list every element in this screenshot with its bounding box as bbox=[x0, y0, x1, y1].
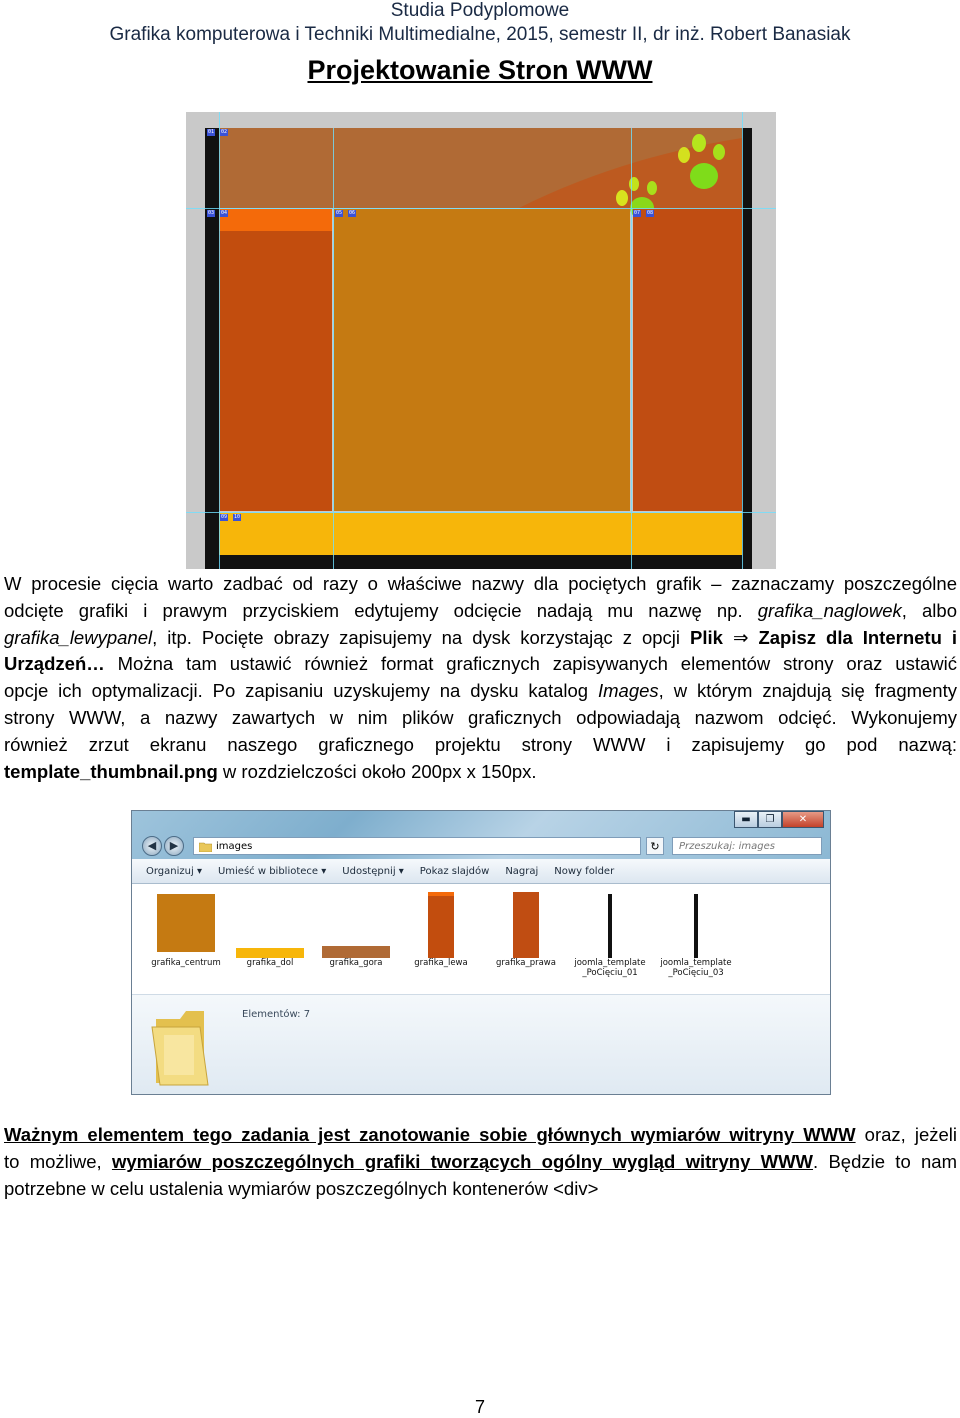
text-run: opcje ich optymalizacji. Po zapisaniu uzyskujemy na dysku katalog bbox=[4, 680, 598, 702]
image-thumbnail bbox=[236, 948, 304, 958]
slice-name: grafika_lewypanel bbox=[4, 626, 153, 648]
file-name: grafika_centrum bbox=[151, 958, 221, 968]
mockup-bottom-border bbox=[205, 555, 752, 569]
slice-tag: 09 bbox=[221, 514, 228, 520]
include-in-library-menu[interactable]: Umieść w bibliotece ▾ bbox=[217, 865, 327, 877]
file-name: joomla_template bbox=[574, 958, 646, 968]
close-button[interactable]: ✕ bbox=[782, 811, 824, 828]
minimize-button[interactable]: ▬ bbox=[734, 811, 758, 828]
mockup-footer-slice bbox=[219, 513, 742, 555]
folder-icon bbox=[199, 841, 212, 852]
explorer-toolbar bbox=[132, 859, 831, 884]
slice-tag: 03 bbox=[208, 210, 215, 216]
file-item[interactable] bbox=[568, 894, 652, 978]
window-buttons bbox=[734, 811, 824, 827]
text-line bbox=[4, 625, 957, 652]
image-thumbnail bbox=[322, 946, 390, 958]
file-item[interactable] bbox=[654, 894, 738, 978]
text-line bbox=[4, 651, 957, 678]
details-pane bbox=[132, 994, 831, 1095]
slice-tag: 02 bbox=[221, 129, 228, 135]
address-bar[interactable] bbox=[193, 837, 641, 855]
layout-mockup bbox=[186, 112, 776, 569]
image-thumbnail bbox=[513, 892, 539, 958]
burn-button[interactable]: Nagraj bbox=[505, 865, 539, 877]
slice-name: grafika_naglowek bbox=[757, 599, 902, 621]
text-line: również zrzut ekranu naszego graficznego projektu strony WWW i zapisujemy go pod nazwą: bbox=[4, 733, 957, 755]
file-name: grafika_prawa bbox=[496, 958, 556, 968]
paragraph-1 bbox=[4, 571, 957, 785]
file-item[interactable] bbox=[144, 894, 228, 968]
guide-line bbox=[742, 112, 743, 569]
guide-line bbox=[631, 128, 632, 569]
image-thumbnail bbox=[608, 894, 612, 958]
text-line bbox=[4, 598, 957, 625]
text-line: strony WWW, a nazwy zawartych w nim plików graficznych odpowiadają nazwom odcięć. Wykonujemy bbox=[4, 706, 957, 728]
slice-tag: 10 bbox=[234, 514, 241, 520]
guide-line bbox=[186, 512, 776, 513]
new-folder-button[interactable]: Nowy folder bbox=[554, 865, 615, 877]
slice-tag: 04 bbox=[221, 210, 228, 216]
text-run: odcięte grafiki i prawym przyciskiem edytujemy odcięcie nadają mu nazwę np. bbox=[4, 599, 758, 621]
text-run: oraz, jeżeli bbox=[855, 1124, 957, 1145]
slice-tag: 08 bbox=[647, 210, 654, 216]
mockup-right-slice bbox=[633, 209, 742, 511]
folder-name: Images bbox=[598, 680, 659, 702]
page-title: Projektowanie Stron WWW bbox=[307, 55, 653, 85]
item-count: Elementów: 7 bbox=[242, 1009, 311, 1020]
menu-path: Zapisz dla Internetu i bbox=[758, 626, 958, 648]
slideshow-button[interactable]: Pokaz slajdów bbox=[419, 865, 490, 877]
file-item[interactable] bbox=[484, 894, 568, 968]
text-run: , w którym znajdują się fragmenty bbox=[658, 680, 957, 702]
image-thumbnail bbox=[428, 892, 454, 958]
text-run: , itp. Pocięte obrazy zapisujemy na dysk korzystając z opcji bbox=[152, 626, 691, 648]
file-name: template_thumbnail.png bbox=[4, 760, 218, 782]
file-item[interactable] bbox=[314, 894, 398, 968]
file-name: joomla_template bbox=[660, 958, 732, 968]
text-run: . Będzie to nam bbox=[813, 1150, 957, 1172]
mockup-center-slice bbox=[334, 209, 630, 511]
emphasis-text: Ważnym elementem tego zadania jest zanotowanie sobie głównych wymiarów witryny WWW bbox=[4, 1124, 856, 1145]
file-name: grafika_gora bbox=[329, 958, 383, 968]
image-thumbnail bbox=[694, 894, 698, 958]
folder-icon bbox=[150, 1005, 210, 1087]
slice-tag: 01 bbox=[208, 129, 215, 135]
text-line bbox=[4, 678, 957, 705]
share-menu[interactable]: Udostępnij ▾ bbox=[342, 865, 404, 877]
file-list bbox=[132, 884, 831, 994]
guide-line bbox=[333, 128, 334, 569]
guide-line bbox=[219, 112, 220, 569]
header-line-1: Studia Podyplomowe bbox=[390, 0, 570, 21]
file-item[interactable] bbox=[228, 894, 312, 968]
text-line bbox=[4, 759, 957, 786]
mockup-left-border bbox=[205, 128, 219, 569]
slice-tag: 06 bbox=[349, 210, 356, 216]
back-button[interactable]: ◀ bbox=[142, 836, 162, 856]
emphasis-text: wymiarów poszczególnych grafiki tworzących ogólny wygląd witryny WWW bbox=[111, 1150, 814, 1172]
page-number: 7 bbox=[474, 1397, 485, 1417]
file-name: grafika_dol bbox=[246, 958, 294, 968]
maximize-button[interactable]: ❐ bbox=[758, 811, 782, 828]
organize-menu[interactable]: Organizuj ▾ bbox=[146, 865, 202, 877]
file-name: grafika_lewa bbox=[414, 958, 468, 968]
text-run: , albo bbox=[901, 599, 957, 621]
file-name: _PoCięciu_01 bbox=[582, 968, 638, 978]
arrow-icon: ⇒ bbox=[732, 626, 749, 648]
slice-tag: 05 bbox=[336, 210, 343, 216]
explorer-window bbox=[131, 810, 831, 1095]
file-item[interactable] bbox=[399, 894, 483, 968]
menu-path: Urządzeń… bbox=[4, 653, 105, 675]
text-run: w rozdzielczości około 200px x 150px. bbox=[217, 760, 537, 782]
text-line bbox=[4, 1122, 957, 1149]
slice-tag: 07 bbox=[634, 210, 641, 216]
forward-button[interactable]: ▶ bbox=[164, 836, 184, 856]
guide-line bbox=[186, 208, 776, 209]
text-line bbox=[4, 1149, 957, 1176]
text-line: potrzebne w celu ustalenia wymiarów poszczególnych kontenerów <div> bbox=[4, 1177, 599, 1199]
menu-path: Plik bbox=[690, 626, 723, 648]
refresh-button[interactable]: ↻ bbox=[646, 837, 664, 855]
header-line-2: Grafika komputerowa i Techniki Multimedialne, 2015, semestr II, dr inż. Robert Banasiak bbox=[109, 24, 851, 45]
paragraph-2 bbox=[4, 1122, 957, 1202]
mockup-left-topbar bbox=[219, 209, 332, 231]
text-line: W procesie cięcia warto zadbać od razy o właściwe nazwy dla pociętych grafik – zaznaczamy poszczególne bbox=[4, 573, 957, 594]
text-run: Można tam ustawić również format graficznych zapisywanych elementów strony oraz ustawić bbox=[104, 653, 957, 675]
file-name: _PoCięciu_03 bbox=[668, 968, 724, 978]
search-input[interactable]: Przeszukaj: images bbox=[672, 837, 822, 855]
image-thumbnail bbox=[157, 894, 215, 952]
mockup-left-slice bbox=[219, 209, 332, 511]
text-run: to możliwe, bbox=[4, 1150, 112, 1172]
address-text: images bbox=[216, 841, 253, 852]
